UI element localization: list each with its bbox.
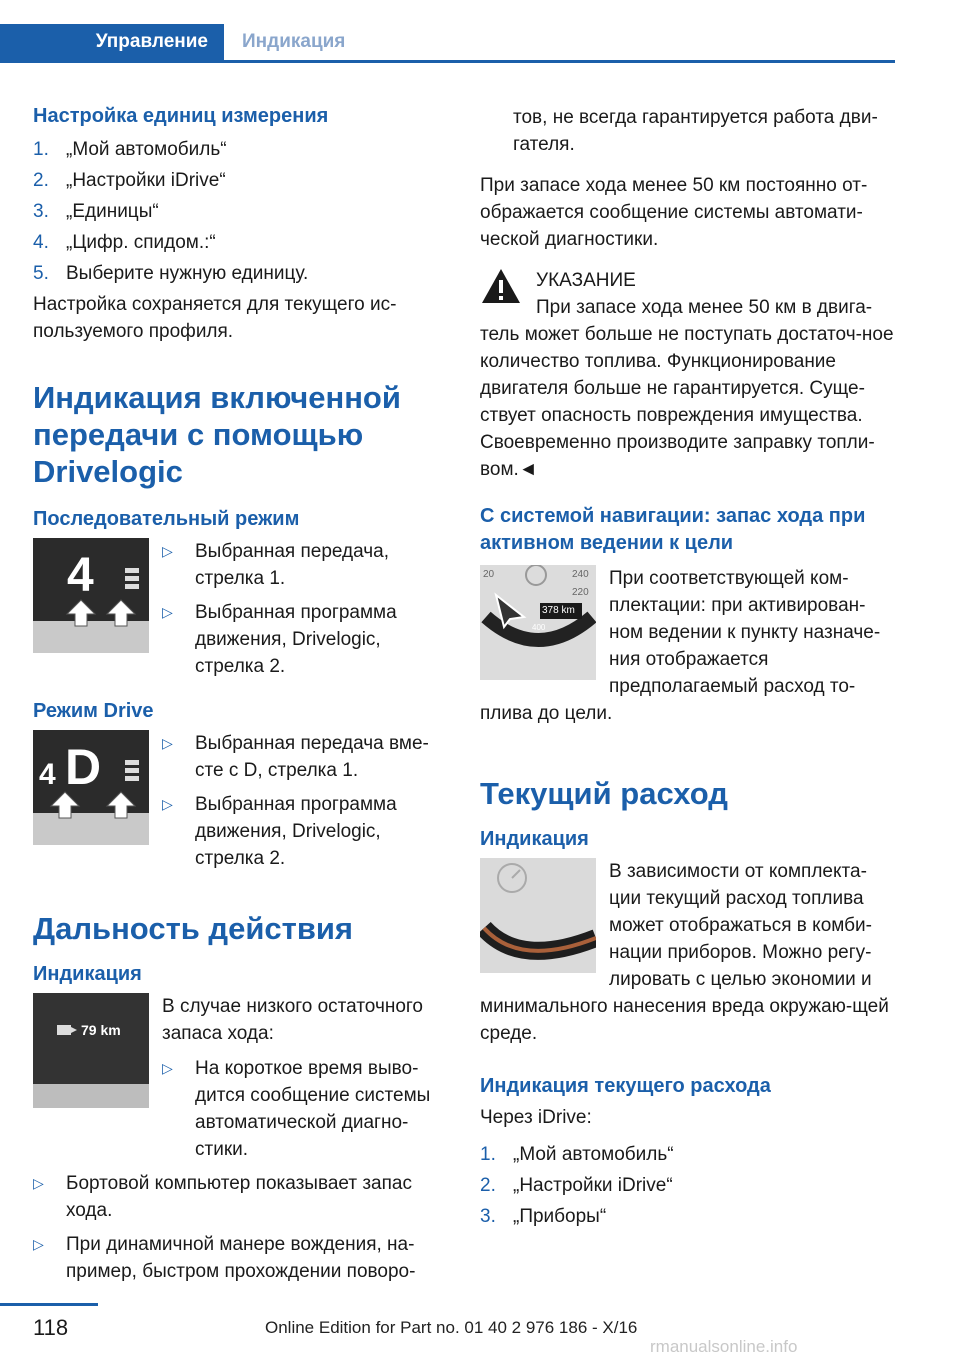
gauge-mark-20: 20: [483, 569, 495, 580]
list-item: ▷ Выбранная программа движения, Drivelogic, стрелка 2.: [162, 599, 447, 680]
list-item: 3. „Единицы“: [33, 201, 159, 222]
list-item: 1. „Мой автомобиль“: [33, 139, 227, 160]
consumption-section-title: Текущий расход: [480, 776, 728, 811]
gauge-mark-220: 220: [572, 587, 589, 598]
list-item: 3. „Приборы“: [480, 1206, 607, 1227]
warning-label: УКАЗАНИЕ: [536, 270, 636, 291]
right-column: [480, 90, 894, 1230]
list-item: 2. „Настройки iDrive“: [33, 170, 226, 191]
footer-rule: [0, 1303, 98, 1306]
warning-first-line: При запасе хода менее 50 км в двига-: [536, 297, 873, 318]
tab-display[interactable]: Индикация: [242, 31, 346, 52]
units-note: Настройка сохраняется для текущего ис-пользуемого профиля.: [33, 294, 397, 342]
gauge-mark-400: 400: [532, 623, 546, 632]
nav-text: При соответствующей ком-плектации: при активирован-ном ведении к пункту назначе-ния отображается предполагаемый расход то-: [609, 568, 881, 697]
nav-title: С системой навигации: запас хода при активном ведении к цели: [480, 505, 866, 554]
header-rule: [0, 60, 895, 63]
triangle-bullet-icon: ▷: [162, 735, 173, 751]
drive-figure: [33, 730, 447, 872]
triangle-bullet-icon: ▷: [33, 1236, 44, 1252]
sequential-display-image: [33, 538, 149, 653]
units-title: Настройка единиц измерения: [33, 105, 329, 127]
nav-figure: [480, 565, 894, 700]
range-section-title: Дальность действия: [33, 911, 354, 946]
warning-text: тель может больше не поступать достаточ-ное количество топлива. Функционирование двигателя больше не гарантируется. Суще-ствует опасность повреждения имущества. Своевременно производите заправку топли-вом.◄: [480, 324, 894, 480]
range-subtitle: Индикация: [33, 963, 142, 985]
gauge-range-value: 378 km: [542, 605, 575, 616]
triangle-bullet-icon: ▷: [162, 796, 173, 812]
gear-digit: 4: [67, 549, 94, 602]
range-figure: [33, 993, 447, 1163]
list-item: ▷ Выбранная передача вме-сте с D, стрелка 1.: [162, 730, 447, 784]
drive-mode-title: Режим Drive: [33, 700, 154, 722]
triangle-bullet-icon: ▷: [162, 543, 173, 559]
list-item: 5. Выберите нужную единицу.: [33, 263, 309, 284]
list-item: ▷ При динамичной манере вождения, на-пример, быстром прохождении поворо-: [33, 1231, 447, 1285]
consumption-subtitle: Индикация: [480, 828, 589, 850]
current-consumption-intro: Через iDrive:: [480, 1107, 592, 1128]
consumption-text: В зависимости от комплекта-ции текущий расход топлива может отображаться в комби-нации приборов. Можно регу-лировать с целью экономии и: [609, 861, 872, 990]
warning-triangle-icon: [480, 267, 522, 305]
triangle-bullet-icon: ▷: [162, 1060, 173, 1076]
gear-section-title: Индикация включенной передачи с помощью Drivelogic: [33, 380, 401, 489]
list-item: 4. „Цифр. спидом.:“: [33, 232, 216, 253]
range-intro: В случае низкого остаточного запаса хода:: [162, 996, 423, 1044]
sequential-title: Последовательный режим: [33, 508, 300, 530]
consumption-figure: [480, 858, 894, 993]
gear-letter-d: D: [65, 739, 102, 795]
left-column: [33, 90, 447, 1285]
triangle-bullet-icon: ▷: [33, 1175, 44, 1191]
consumption-text-cont: минимального нанесения вреда окружаю-щей среде.: [480, 996, 889, 1044]
nav-text-cont: плива до цели.: [480, 703, 613, 724]
nav-gauge-image: [480, 565, 596, 680]
drive-display-image: [33, 730, 149, 845]
watermark: rmanualsonline.info: [650, 1337, 798, 1356]
warning-block: [480, 267, 894, 483]
current-steps: [480, 1141, 894, 1230]
list-item: ▷ На короткое время выво-дится сообщение системы автоматической диагно-стики.: [162, 1055, 447, 1163]
list-item: ▷ Бортовой компьютер показывает запас хода.: [33, 1170, 447, 1224]
page-number: 118: [33, 1315, 69, 1340]
units-steps: [33, 136, 447, 287]
range-value: 79 km: [81, 1022, 121, 1038]
edition-note: Online Edition for Part no. 01 40 2 976 186 - X/16: [265, 1318, 638, 1337]
chapter-header: [0, 24, 895, 62]
sequential-figure: [33, 538, 447, 680]
continued-text: тов, не всегда гарантируется работа дви-гателя.: [513, 107, 878, 155]
list-item: ▷ Выбранная передача, стрелка 1.: [162, 538, 447, 592]
triangle-bullet-icon: ▷: [162, 604, 173, 620]
current-consumption-title: Индикация текущего расхода: [480, 1075, 771, 1097]
gauge-mark-240: 240: [572, 569, 589, 580]
list-item: ▷ Выбранная программа движения, Drivelogic, стрелка 2.: [162, 791, 447, 872]
gear-digit-small: 4: [39, 758, 56, 791]
consumption-gauge-image: [480, 858, 596, 973]
range-paragraph: При запасе хода менее 50 км постоянно от-ображается сообщение системы автомати-ческой диагностики.: [480, 175, 868, 250]
list-item: 2. „Настройки iDrive“: [480, 1175, 673, 1196]
list-item: 1. „Мой автомобиль“: [480, 1144, 674, 1165]
tab-control[interactable]: Управление: [0, 24, 224, 60]
range-display-image: [33, 993, 149, 1108]
